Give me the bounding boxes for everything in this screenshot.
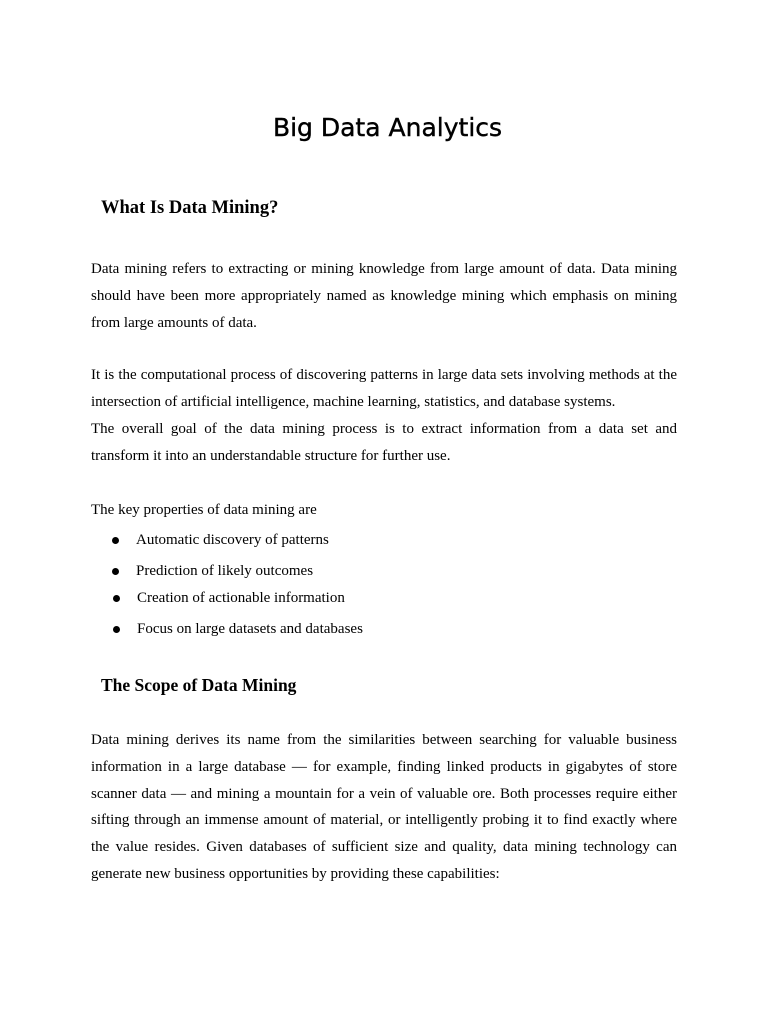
bullet-icon bbox=[112, 568, 119, 575]
list-item-text: Prediction of likely outcomes bbox=[136, 563, 314, 579]
section-heading-what-is-data-mining: What Is Data Mining? bbox=[101, 198, 279, 218]
list-item bbox=[0, 529, 500, 551]
bullet-icon bbox=[113, 595, 120, 602]
list-item-text: Automatic discovery of patterns bbox=[136, 532, 329, 548]
paragraph-scope: Data mining derives its name from the similarities between searching for valuable business information in a large database — for example, finding linked products in gigabytes of store scanner data — and mining a mountain for a vein of valuable ore. Both processes require either sifting through an immense amount of material, or intelligently probing it to find exactly where the value resides. Given databases of sufficient size and quality, data mining technology can generate new business opportunities by providing these capabilities: bbox=[91, 732, 677, 882]
list-item bbox=[0, 587, 500, 609]
paragraph-key-properties-intro: The key properties of data mining are bbox=[91, 502, 317, 518]
paragraph-computational-process: It is the computational process of discovering patterns in large data sets involving methods at the intersection of artificial intelligence, machine learning, statistics, and database systems. bbox=[91, 367, 677, 410]
list-item-text: Focus on large datasets and databases bbox=[137, 621, 363, 637]
list-item bbox=[0, 560, 500, 582]
section-heading-scope-of-data-mining: The Scope of Data Mining bbox=[101, 675, 297, 695]
bullet-icon bbox=[113, 626, 120, 633]
list-item bbox=[0, 618, 500, 640]
document-title: Big Data Analytics bbox=[272, 113, 503, 142]
bullet-icon bbox=[112, 537, 119, 544]
paragraph-overall-goal: The overall goal of the data mining process is to extract information from a data set and transform it into an understandable structure for further use. bbox=[91, 421, 677, 464]
paragraph-definition: Data mining refers to extracting or mining knowledge from large amount of data. Data mining should have been more appropriately named as knowledge mining which emphasis on mining from large amounts of data. bbox=[91, 261, 677, 331]
list-item-text: Creation of actionable information bbox=[137, 590, 345, 606]
